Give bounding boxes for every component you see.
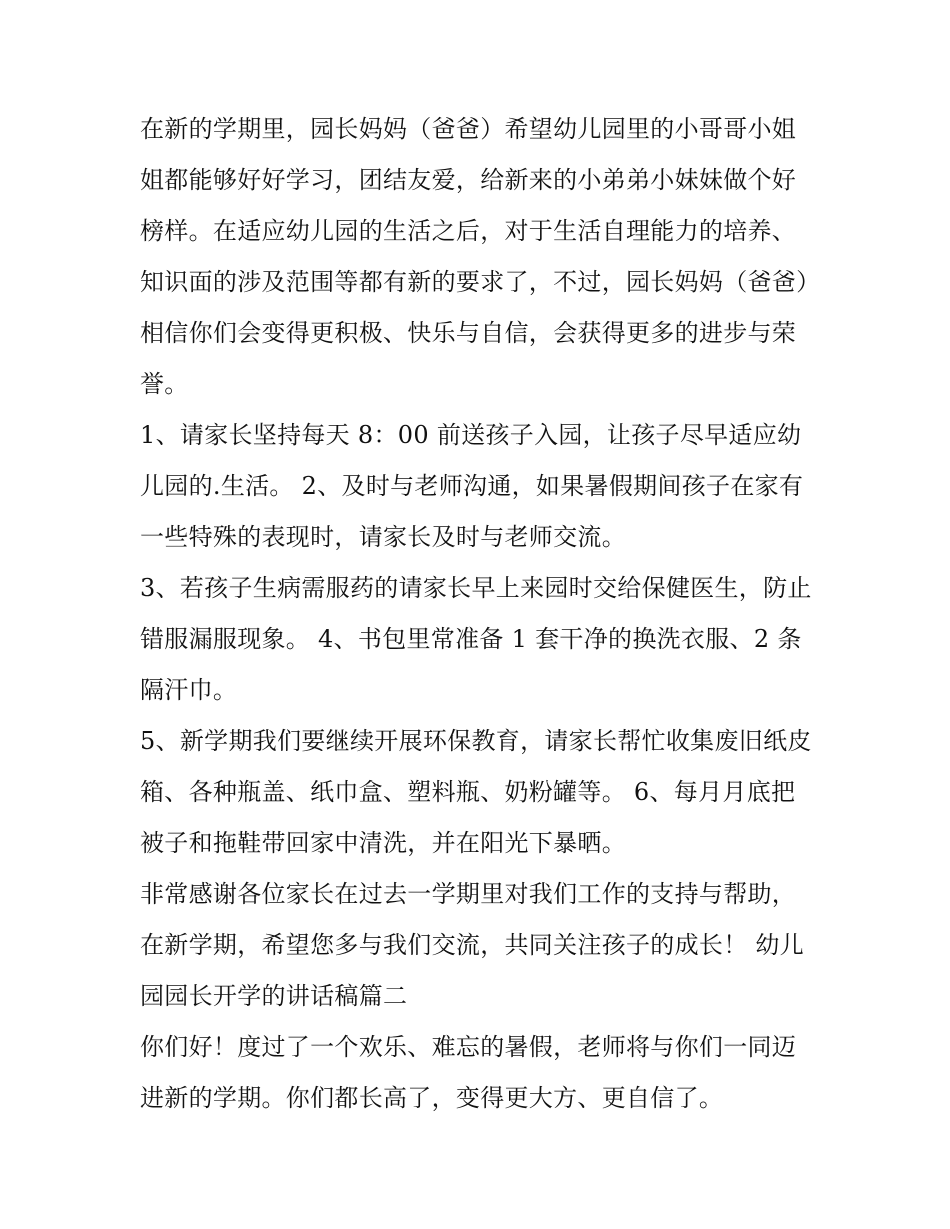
paragraph-items-5-6: 5、新学期我们要继续开展环保教育，请家长帮忙收集废旧纸皮箱、各种瓶盖、纸巾盒、塑料瓶、奶粉罐等。 6、每月月底把被子和拖鞋带回家中清洗，并在阳光下暴晒。 (140, 727, 812, 857)
paragraph-thanks: 非常感谢各位家长在过去一学期里对我们工作的支持与帮助，在新学期，希望您多与我们交流，共同关注孩子的成长！ 幼儿园园长开学的讲话稿篇二 (140, 880, 805, 1010)
paragraph-principal-hopes: 在新的学期里，园长妈妈（爸爸）希望幼儿园里的小哥哥小姐姐都能够好好学习，团结友爱，给新来的小弟弟小妹妹做个好榜样。在适应幼儿园的生活之后，对于生活自理能力的培养、知识面的涉及范围等都有新的要求了，不过，园长妈妈（爸爸）相信你们会变得更积极、快乐与自信，会获得更多的进步与荣誉。 (140, 115, 809, 398)
paragraph-greeting: 你们好！度过了一个欢乐、难忘的暑假，老师将与你们一同迈进新的学期。你们都长高了，变得更大方、更自信了。 (140, 1033, 797, 1112)
paragraph-items-3-4: 3、若孩子生病需服药的请家长早上来园时交给保健医生，防止错服漏服现象。 4、书包里常准备 1 套干净的换洗衣服、2 条隔汗巾。 (140, 574, 812, 704)
paragraph-items-1-2: 1、请家长坚持每天 8：00 前送孩子入园，让孩子尽早适应幼儿园的.生活。 2、及时与老师沟通，如果暑假期间孩子在家有一些特殊的表现时，请家长及时与老师交流。 (140, 421, 804, 551)
document-body (140, 104, 812, 1124)
